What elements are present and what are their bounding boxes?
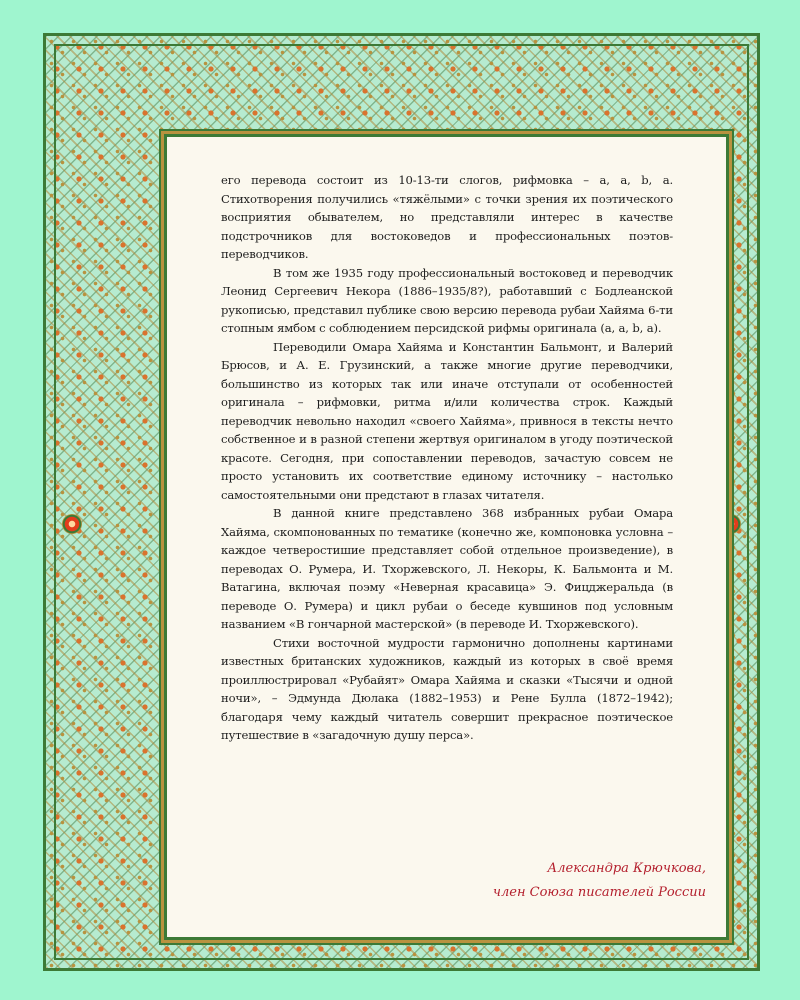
paragraph: В том же 1935 году профессиональный востоковед и переводчик Леонид Сергеевич Некора (1886–1935/8?), работавший с Бодлеанской рукописью, представил публике свою версию перевода рубаи Хайяма 6-ти стопным ямбом с соблюдением персидской рифмы оригинала (а, а, b, а). [221, 265, 673, 335]
paragraph: его перевода состоит из 10-13-ти слогов, рифмовка – а, а, b, а. Стихотворения получились «тяжёлыми» с точки зрения их поэтического восприятия обывателем, но представляли интерес в качестве подстрочников для востоковедов и профессиональных поэтов-переводчиков. [221, 173, 673, 261]
text-page [164, 134, 729, 940]
paragraph: Стихи восточной мудрости гармонично дополнены картинами известных британских художников, каждый из которых в своё время проиллюстрировал «Рубайят» Омара Хайяма и сказки «Тысячи и одной ночи», – Эдмунда Дюлака (1882–1953) и Рене Булла (1872–1942); благодаря чему каждый читатель совершит прекрасное поэтическое путешествие в «загадочную душу перса». [221, 635, 673, 742]
signature-name: Александра Крючкова, [547, 861, 706, 876]
ornamental-border [43, 33, 760, 971]
signature-title: член Союза писателей России [492, 885, 706, 900]
floral-medallion-icon [62, 514, 82, 534]
paragraph: Переводили Омара Хайяма и Константин Бальмонт, и Валерий Брюсов, и А. Е. Грузинский, а также многие другие переводчики, большинство из которых так или иначе отступали от особенностей оригинала – рифмовки, ритма и/или количества строк. Каждый переводчик невольно находил «своего Хайяма», привнося в тексты нечто собственное и в разной степени жертвуя оригиналом в угоду поэтической красоте. Сегодня, при сопоставлении переводов, зачастую совсем не просто установить их соответствие единому источнику – настолько самостоятельными они предстают в глазах читателя. [221, 339, 673, 502]
paragraph: В данной книге представлено 368 избранных рубаи Омара Хайяма, скомпонованных по тематике (конечно же, компоновка условна – каждое четверостишие представляет собой отдельное произведение), в переводах О. Румера, И. Тхоржевского, Л. Некоры, К. Бальмонта и М. Ватагина, включая поэму «Неверная красавица» Э. Фицджеральда (в переводе О. Румера) и цикл рубаи о беседе кувшинов под условным названием «В гончарной мастерской» (в переводе И. Тхоржевского). [221, 506, 673, 631]
signature [493, 857, 706, 905]
body-text [221, 171, 673, 745]
